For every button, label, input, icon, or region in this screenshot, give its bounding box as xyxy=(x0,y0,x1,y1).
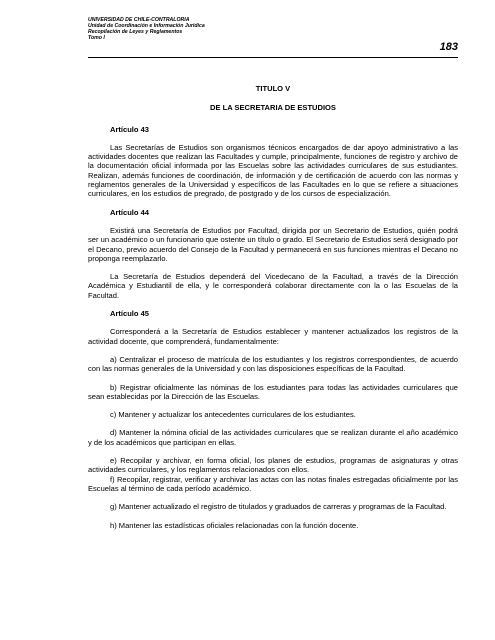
header-unit: Unidad de Coordinación e Información Jurídica xyxy=(88,23,205,29)
list-item-a: a) Centralizar el proceso de matrícula de los estudiantes y los registros correspondientes, de acuerdo con las normas generales de la Universidad y con las disposiciones específicas de la Facultad. xyxy=(88,354,458,374)
article-heading: Artículo 45 xyxy=(110,309,150,319)
list-item-g: g) Mantener actualizado el registro de titulados y graduados de carreras y programas de la Facultad. xyxy=(110,502,447,512)
document-body xyxy=(88,84,458,530)
page-number: 183 xyxy=(439,41,458,53)
article-paragraph: Corresponderá a la Secretaría de Estudios establecer y mantener actualizados los registros de la actividad docente, que comprenderá, fundamentalmente: xyxy=(88,327,458,346)
list-item-d: d) Mantener la nómina oficial de las actividades curriculares que se realizan durante el año académico y de los académicos que participan en ellas. xyxy=(88,428,458,447)
header-institution: UNIVERSIDAD DE CHILE-CONTRALORIA xyxy=(88,17,190,23)
list-item-c: c) Mantener y actualizar los antecedentes curriculares de los estudiantes. xyxy=(110,410,356,420)
header-divider xyxy=(88,57,458,58)
article-paragraph: Las Secretarías de Estudios son organismos técnicos encargados de dar apoyo administrativo a las actividades docentes que realizan las Facultades y cumple, principalmente, funciones de registro y archivo de la documentación oficial informada por las Escuelas sobre las actividades curriculares de sus estudiantes. Realizan, además funciones de coordinación, de información y de certificación de acuerdo con las normas y reglamentos generales de la Universidad y específicos de las Facultades en lo que se refiere a situaciones curriculares, en los estudios de pregrado, de postgrado y de los cursos de especialización. xyxy=(88,142,458,199)
article-paragraph: La Secretaría de Estudios dependerá del Vicedecano de la Facultad, a través de la Dirección Académica y Estudiantil de ella, y le corresponderá colaborar directamente con la o las Escuelas de la Facultad. xyxy=(88,272,458,300)
article-heading: Artículo 43 xyxy=(110,124,150,134)
header-collection: Recopilación de Leyes y Reglamentos xyxy=(88,29,183,35)
list-item-f: f) Recopilar, registrar, verificar y archivar las actas con las notas finales estregadas oficialmente por las Escuelas al término de cada período académico. xyxy=(88,474,458,493)
list-item-h: h) Mantener las estadísticas oficiales relacionadas con la función docente. xyxy=(110,520,359,530)
article-paragraph: Existirá una Secretaría de Estudios por Facultad, dirigida por un Secretario de Estudios, quién podrá ser un académico o un funcionario que ostente un título o grado. El Secretario de Estudios será designado por el Decano, previo acuerdo del Consejo de la Facultad y permanecerá en sus funciones mientras el Decano no proponga reemplazarlo. xyxy=(88,225,458,263)
section-subtitle: DE LA SECRETARIA DE ESTUDIOS xyxy=(210,103,336,113)
article-heading: Artículo 44 xyxy=(110,207,150,217)
list-item-e: e) Recopilar y archivar, en forma oficial, los planes de estudios, programas de asignaturas y otras actividades curriculares, y los reglamentos relacionados con ellos. xyxy=(88,456,458,475)
document-header xyxy=(88,17,458,41)
list-item-b: b) Registrar oficialmente las nóminas de los estudiantes para todas las actividades curriculares que sean establecidas por la Dirección de las Escuelas. xyxy=(88,382,458,401)
section-title: TITULO V xyxy=(255,84,291,93)
header-volume: Tomo I xyxy=(88,35,105,41)
